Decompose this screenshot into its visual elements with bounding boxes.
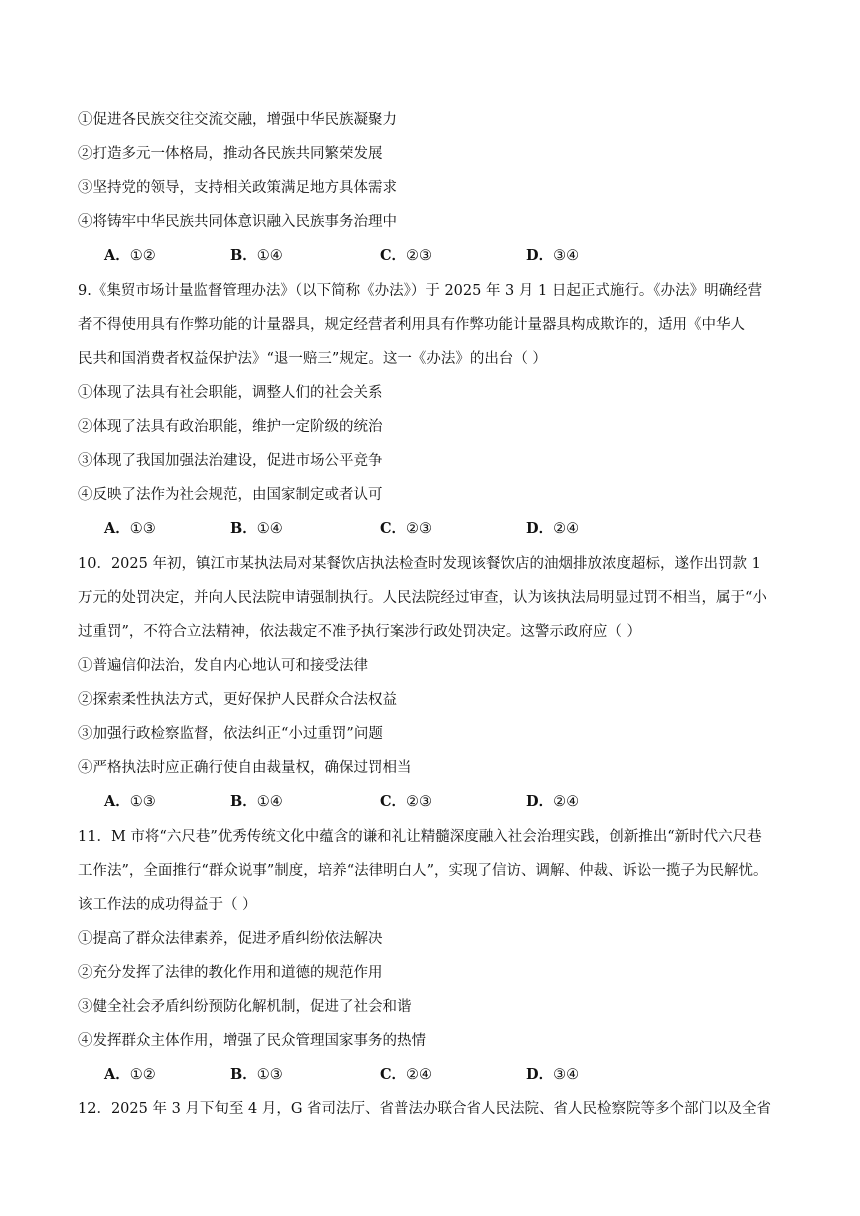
q11-item-3: ③健全社会矛盾纠纷预防化解机制，促进了社会和谐	[78, 999, 412, 1015]
q8-item-1: ①促进各民族交往交流交融，增强中华民族凝聚力	[78, 112, 397, 128]
q9-item-2: ②体现了法具有政治职能，维护一定阶级的统治	[78, 419, 383, 435]
q9-stem-line-2: 者不得使用具有作弊功能的计量器具，规定经营者利用具有作弊功能计量器具构成欺诈的，适用《中华人	[78, 317, 745, 333]
q10-option-c: C．②③	[380, 793, 433, 810]
q9-item-4: ④反映了法作为社会规范，由国家制定或者认可	[78, 487, 383, 503]
q9-option-c: C．②③	[380, 520, 433, 537]
q10-option-d: D．②④	[526, 793, 580, 810]
q9-option-a: A．①③	[104, 520, 156, 537]
q9-stem-line-3: 民共和国消费者权益保护法》“退一赔三”规定。这一《办法》的出台（ ）	[78, 351, 547, 367]
q11-option-d: D．③④	[526, 1066, 580, 1083]
q10-item-1: ①普遍信仰法治，发自内心地认可和接受法律	[78, 658, 368, 674]
q9-option-d: D．②④	[526, 520, 580, 537]
q8-option-c: C．②③	[380, 247, 433, 264]
q11-stem-line-1: 11．M 市将“六尺巷”优秀传统文化中蕴含的谦和礼让精髓深度融入社会治理实践，创新推出“新时代六尺巷	[78, 829, 762, 845]
q8-option-d: D．③④	[526, 247, 580, 264]
q9-option-b: B．①④	[230, 520, 283, 537]
q11-item-4: ④发挥群众主体作用，增强了民众管理国家事务的热情	[78, 1033, 426, 1049]
q11-item-1: ①提高了群众法律素养，促进矛盾纠纷依法解决	[78, 931, 383, 947]
q10-stem-line-1: 10．2025 年初，镇江市某执法局对某餐饮店执法检查时发现该餐饮店的油烟排放浓度超标，遂作出罚款 1	[78, 556, 761, 572]
q10-stem-line-2: 万元的处罚决定，并向人民法院申请强制执行。人民法院经过审查，认为该执法局明显过罚不相当，属于“小	[78, 590, 767, 606]
q8-item-2: ②打造多元一体格局，推动各民族共同繁荣发展	[78, 146, 383, 162]
q11-option-c: C．②④	[380, 1066, 433, 1083]
q10-item-4: ④严格执法时应正确行使自由裁量权，确保过罚相当	[78, 760, 412, 776]
q11-option-b: B．①③	[230, 1066, 283, 1083]
q11-option-a: A．①②	[104, 1066, 156, 1083]
q9-item-3: ③体现了我国加强法治建设，促进市场公平竞争	[78, 453, 383, 469]
q11-stem-line-3: 该工作法的成功得益于（ ）	[78, 897, 257, 913]
q10-item-3: ③加强行政检察监督，依法纠正“小过重罚”问题	[78, 726, 383, 742]
q11-stem-line-2: 工作法”，全面推行“群众说事”制度，培养“法律明白人”，实现了信访、调解、仲裁、诉讼一揽子为民解忧。	[78, 863, 768, 879]
q10-option-b: B．①④	[230, 793, 283, 810]
q10-item-2: ②探索柔性执法方式，更好保护人民群众合法权益	[78, 692, 397, 708]
q11-item-2: ②充分发挥了法律的教化作用和道德的规范作用	[78, 965, 383, 981]
q9-item-1: ①体现了法具有社会职能，调整人们的社会关系	[78, 385, 383, 401]
q12-stem-line-1: 12．2025 年 3 月下旬至 4 月，G 省司法厅、省普法办联合省人民法院、省人民检察院等多个部门以及全省	[78, 1101, 772, 1117]
q8-option-a: A．①②	[104, 247, 156, 264]
q10-stem-line-3: 过重罚”，不符合立法精神，依法裁定不准予执行案涉行政处罚决定。这警示政府应（ ）	[78, 624, 642, 640]
q8-item-3: ③坚持党的领导，支持相关政策满足地方具体需求	[78, 180, 397, 196]
q8-item-4: ④将铸牢中华民族共同体意识融入民族事务治理中	[78, 214, 397, 230]
q8-option-b: B．①④	[230, 247, 283, 264]
q9-stem-line-1: 9.《集贸市场计量监督管理办法》（以下简称《办法》）于 2025 年 3 月 1 日起正式施行。《办法》明确经营	[78, 283, 763, 299]
q10-option-a: A．①③	[104, 793, 156, 810]
